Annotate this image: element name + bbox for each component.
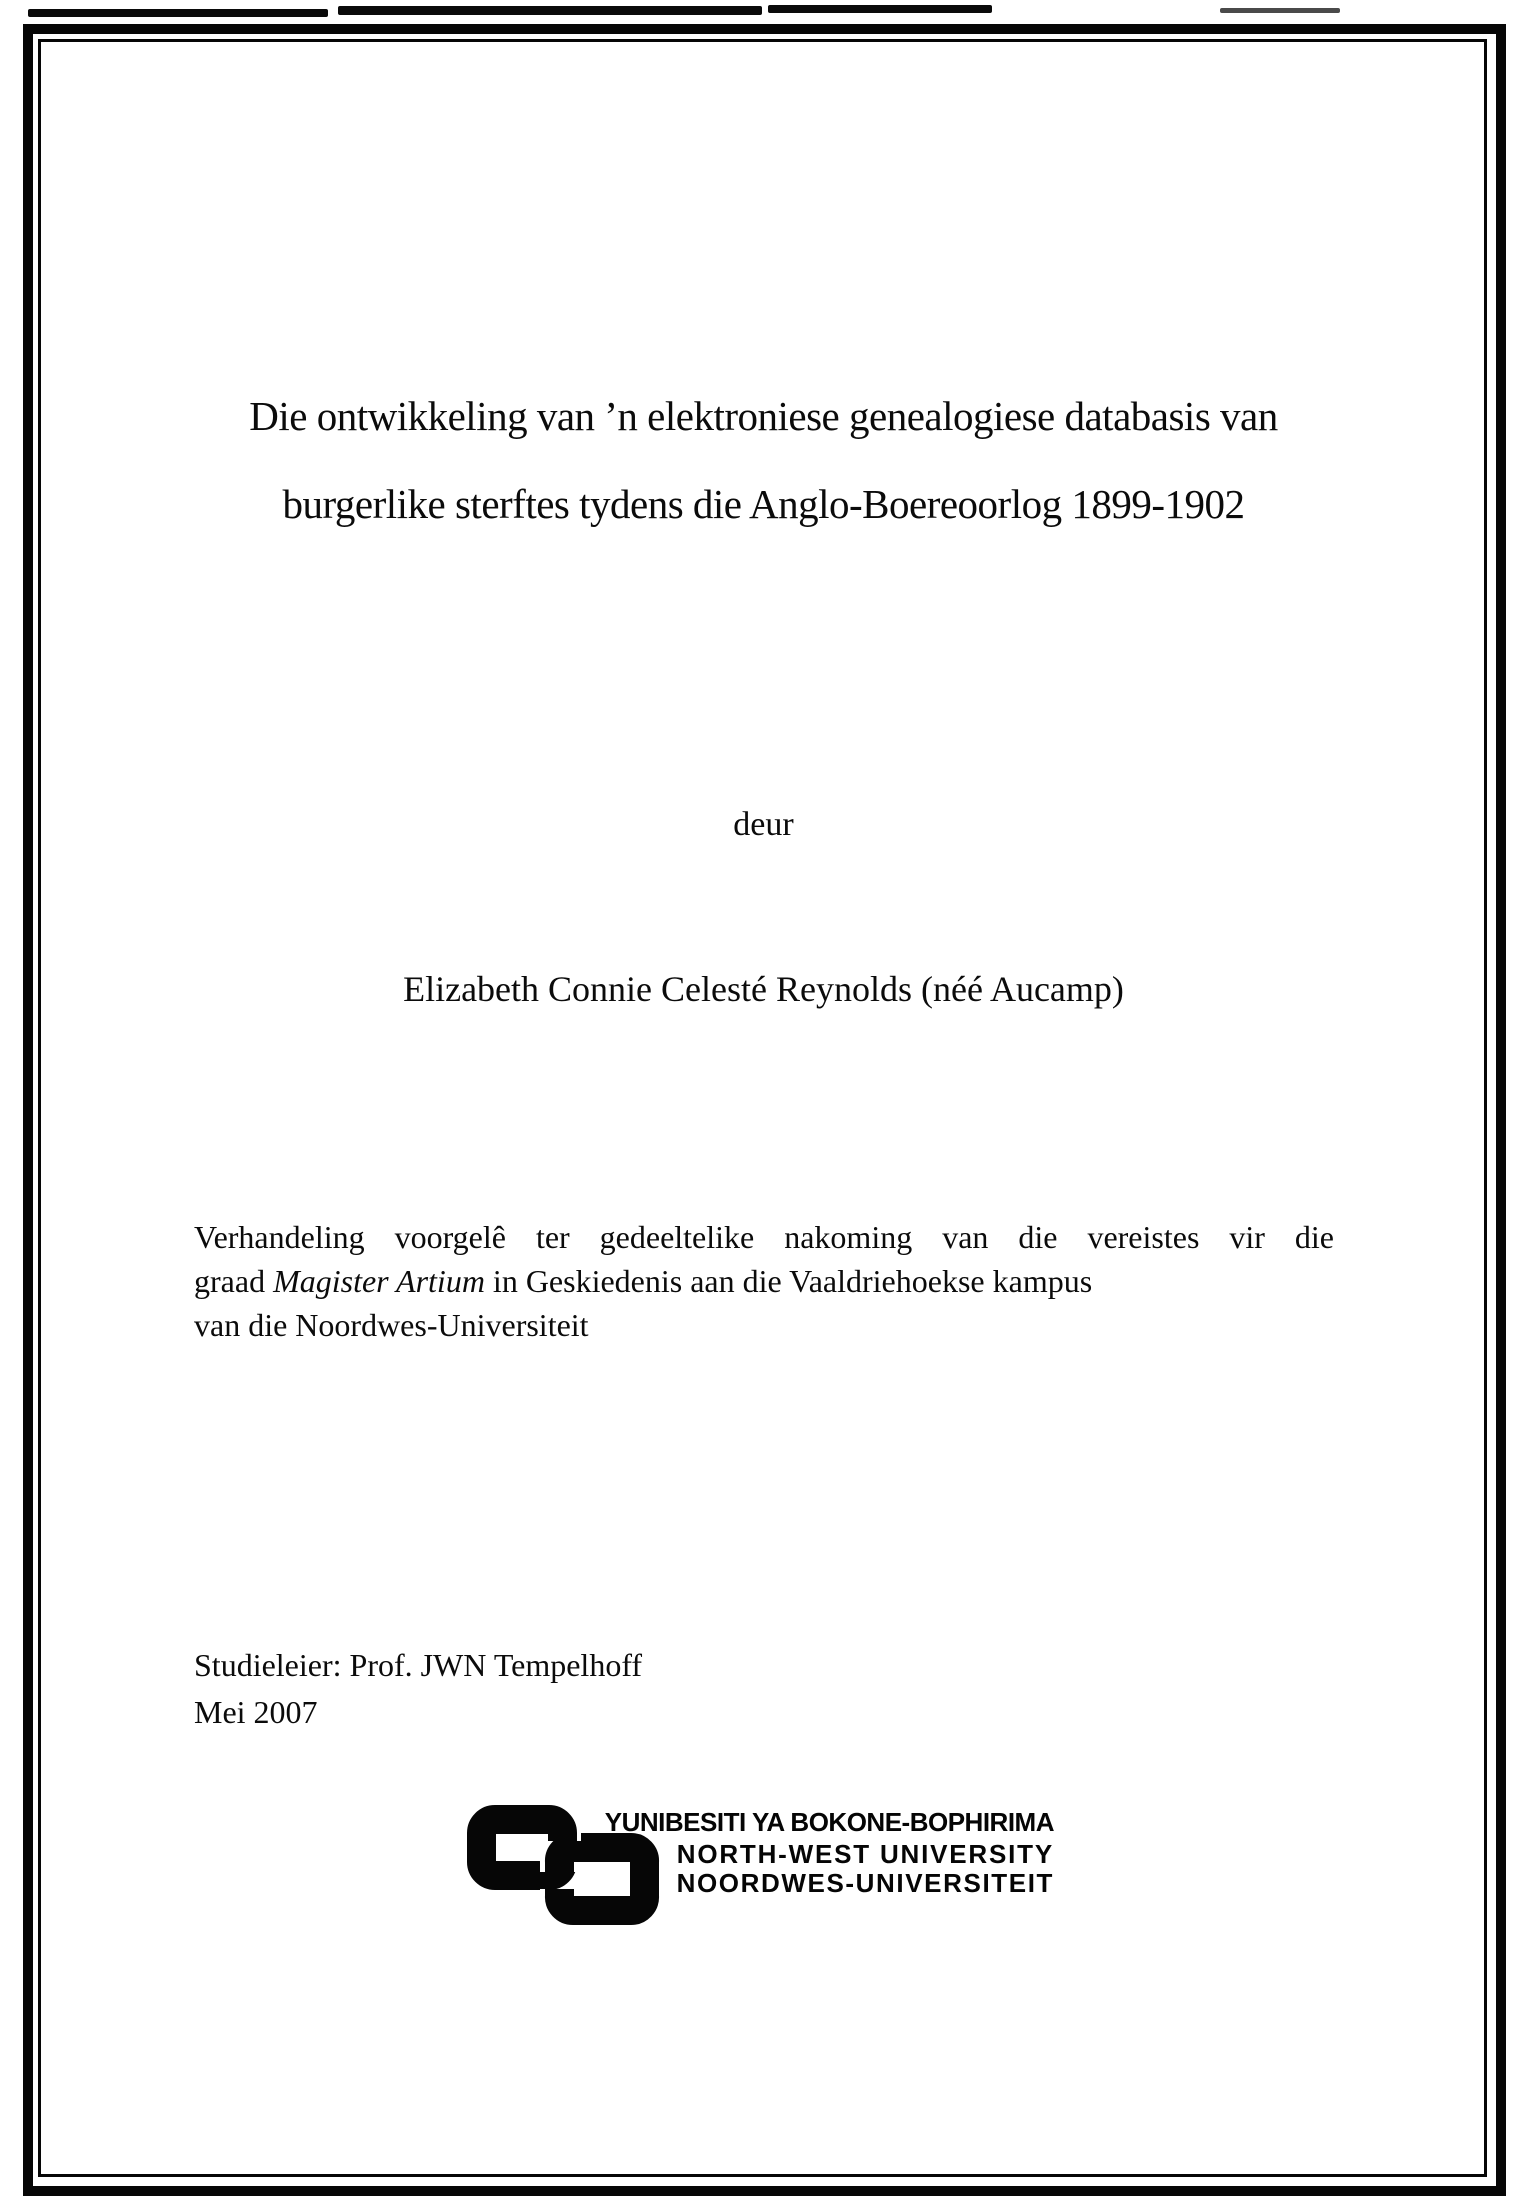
statement-line-1: Verhandeling voorgelê ter gedeeltelike nakoming van die vereistes vir die bbox=[194, 1219, 1334, 1255]
university-wordmark bbox=[605, 1806, 1054, 1897]
university-name-afrikaans: NOORDWES-UNIVERSITEIT bbox=[676, 1868, 1054, 1898]
date-line: Mei 2007 bbox=[194, 1694, 318, 1730]
author-name: Elizabeth Connie Celesté Reynolds (néé Aucamp) bbox=[403, 969, 1124, 1009]
degree-name-italic: Magister Artium bbox=[273, 1263, 485, 1299]
supervisor-line: Studieleier: Prof. JWN Tempelhoff bbox=[194, 1647, 643, 1683]
degree-statement bbox=[194, 1215, 1334, 1347]
university-name-english: NORTH-WEST UNIVERSITY bbox=[676, 1839, 1054, 1869]
scan-artifact bbox=[28, 9, 328, 17]
supervisor-block bbox=[194, 1642, 642, 1736]
title-line-1: Die ontwikkeling van ’n elektroniese genealogiese databasis van bbox=[249, 393, 1278, 439]
page-title bbox=[0, 372, 1527, 548]
scan-artifact bbox=[1220, 8, 1340, 13]
statement-line-2-suffix: in Geskiedenis aan die Vaaldriehoekse kampus bbox=[484, 1263, 1093, 1299]
title-line-2: burgerlike sterftes tydens die Anglo-Boereoorlog 1899-1902 bbox=[282, 481, 1245, 527]
university-name-setswana: YUNIBESITI YA BOKONE-BOPHIRIMA bbox=[604, 1807, 1054, 1837]
statement-line-2 bbox=[194, 1259, 1334, 1303]
byline-label: deur bbox=[733, 806, 794, 843]
scan-artifact bbox=[338, 6, 762, 15]
statement-line-2-prefix: graad bbox=[194, 1263, 274, 1299]
scan-artifact bbox=[768, 5, 992, 13]
statement-line-3: van die Noordwes-Universiteit bbox=[194, 1307, 589, 1343]
